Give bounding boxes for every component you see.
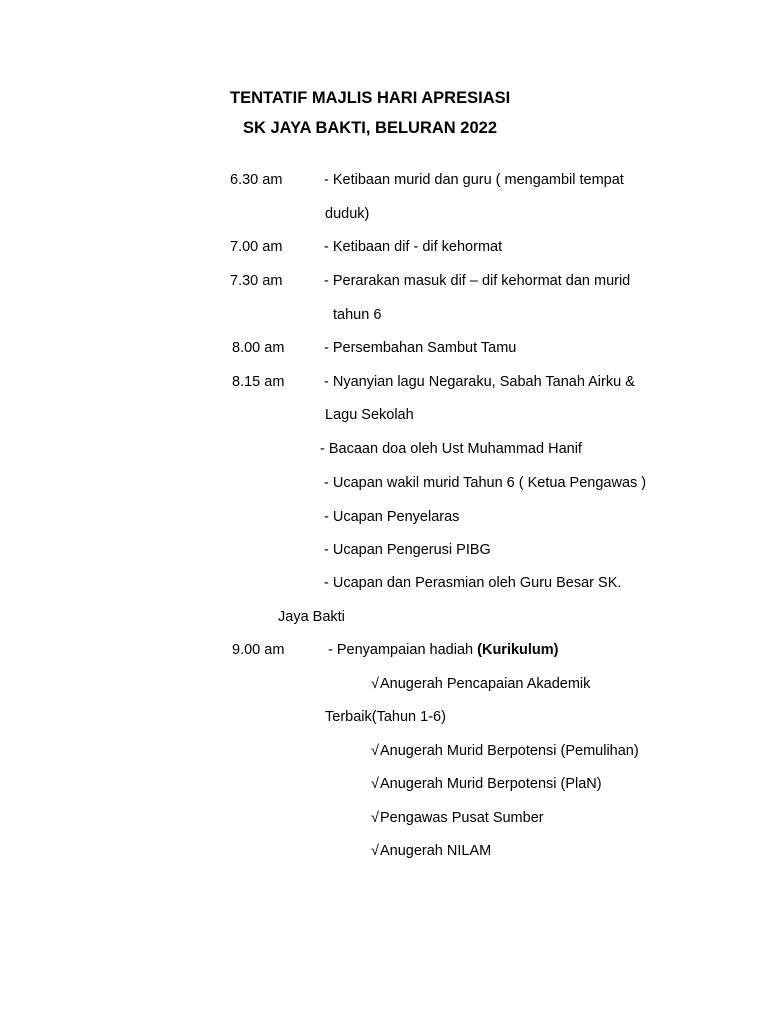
- schedule-item: - Persembahan Sambut Tamu: [324, 340, 517, 356]
- prize-session-item: [328, 641, 559, 659]
- prize-session-label: - Penyampaian hadiah: [328, 642, 478, 658]
- schedule-time: 7.00 am: [230, 239, 283, 255]
- award-item: [371, 809, 544, 827]
- award-label: Anugerah Murid Berpotensi (Pemulihan): [379, 743, 639, 759]
- award-label: Anugerah Pencapaian Akademik: [379, 676, 591, 692]
- award-label: Anugerah Murid Berpotensi (PlaN): [379, 776, 602, 792]
- document-title-line2: SK JAYA BAKTI, BELURAN 2022: [243, 119, 497, 137]
- schedule-time: 8.00 am: [232, 340, 285, 356]
- award-item: [371, 775, 602, 793]
- schedule-sub-item: - Bacaan doa oleh Ust Muhammad Hanif: [320, 441, 582, 457]
- award-label: Pengawas Pusat Sumber: [379, 810, 544, 826]
- check-mark-icon: √: [371, 810, 379, 826]
- schedule-sub-item-continuation: Jaya Bakti: [278, 609, 345, 625]
- award-item-continuation: Terbaik(Tahun 1-6): [325, 709, 446, 725]
- schedule-time: 9.00 am: [232, 642, 285, 658]
- award-item: [371, 742, 639, 760]
- schedule-time: 8.15 am: [232, 374, 285, 390]
- check-mark-icon: √: [371, 743, 379, 759]
- award-item: [371, 842, 491, 860]
- schedule-item: - Nyanyian lagu Negaraku, Sabah Tanah Airku &: [324, 374, 635, 390]
- document-title-line1: TENTATIF MAJLIS HARI APRESIASI: [230, 89, 511, 107]
- schedule-item: - Perarakan masuk dif – dif kehormat dan murid: [324, 273, 631, 289]
- schedule-sub-item: - Ucapan Penyelaras: [324, 509, 460, 525]
- check-mark-icon: √: [371, 776, 379, 792]
- award-label: Anugerah NILAM: [379, 843, 492, 859]
- schedule-sub-item: - Ucapan Pengerusi PIBG: [324, 542, 491, 558]
- prize-session-category: (Kurikulum): [477, 642, 559, 658]
- schedule-sub-item: - Ucapan wakil murid Tahun 6 ( Ketua Pengawas ): [324, 475, 647, 491]
- schedule-item: - Ketibaan dif - dif kehormat: [324, 239, 503, 255]
- schedule-sub-item: - Ucapan dan Perasmian oleh Guru Besar SK.: [324, 575, 622, 591]
- check-mark-icon: √: [371, 676, 379, 692]
- check-mark-icon: √: [371, 843, 379, 859]
- schedule-item: - Ketibaan murid dan guru ( mengambil tempat: [324, 172, 624, 188]
- schedule-item-continuation: tahun 6: [333, 307, 382, 323]
- schedule-time: 6.30 am: [230, 172, 283, 188]
- schedule-time: 7.30 am: [230, 273, 283, 289]
- award-item: [371, 675, 590, 693]
- schedule-item-continuation: Lagu Sekolah: [325, 407, 414, 423]
- schedule-item-continuation: duduk): [325, 206, 370, 222]
